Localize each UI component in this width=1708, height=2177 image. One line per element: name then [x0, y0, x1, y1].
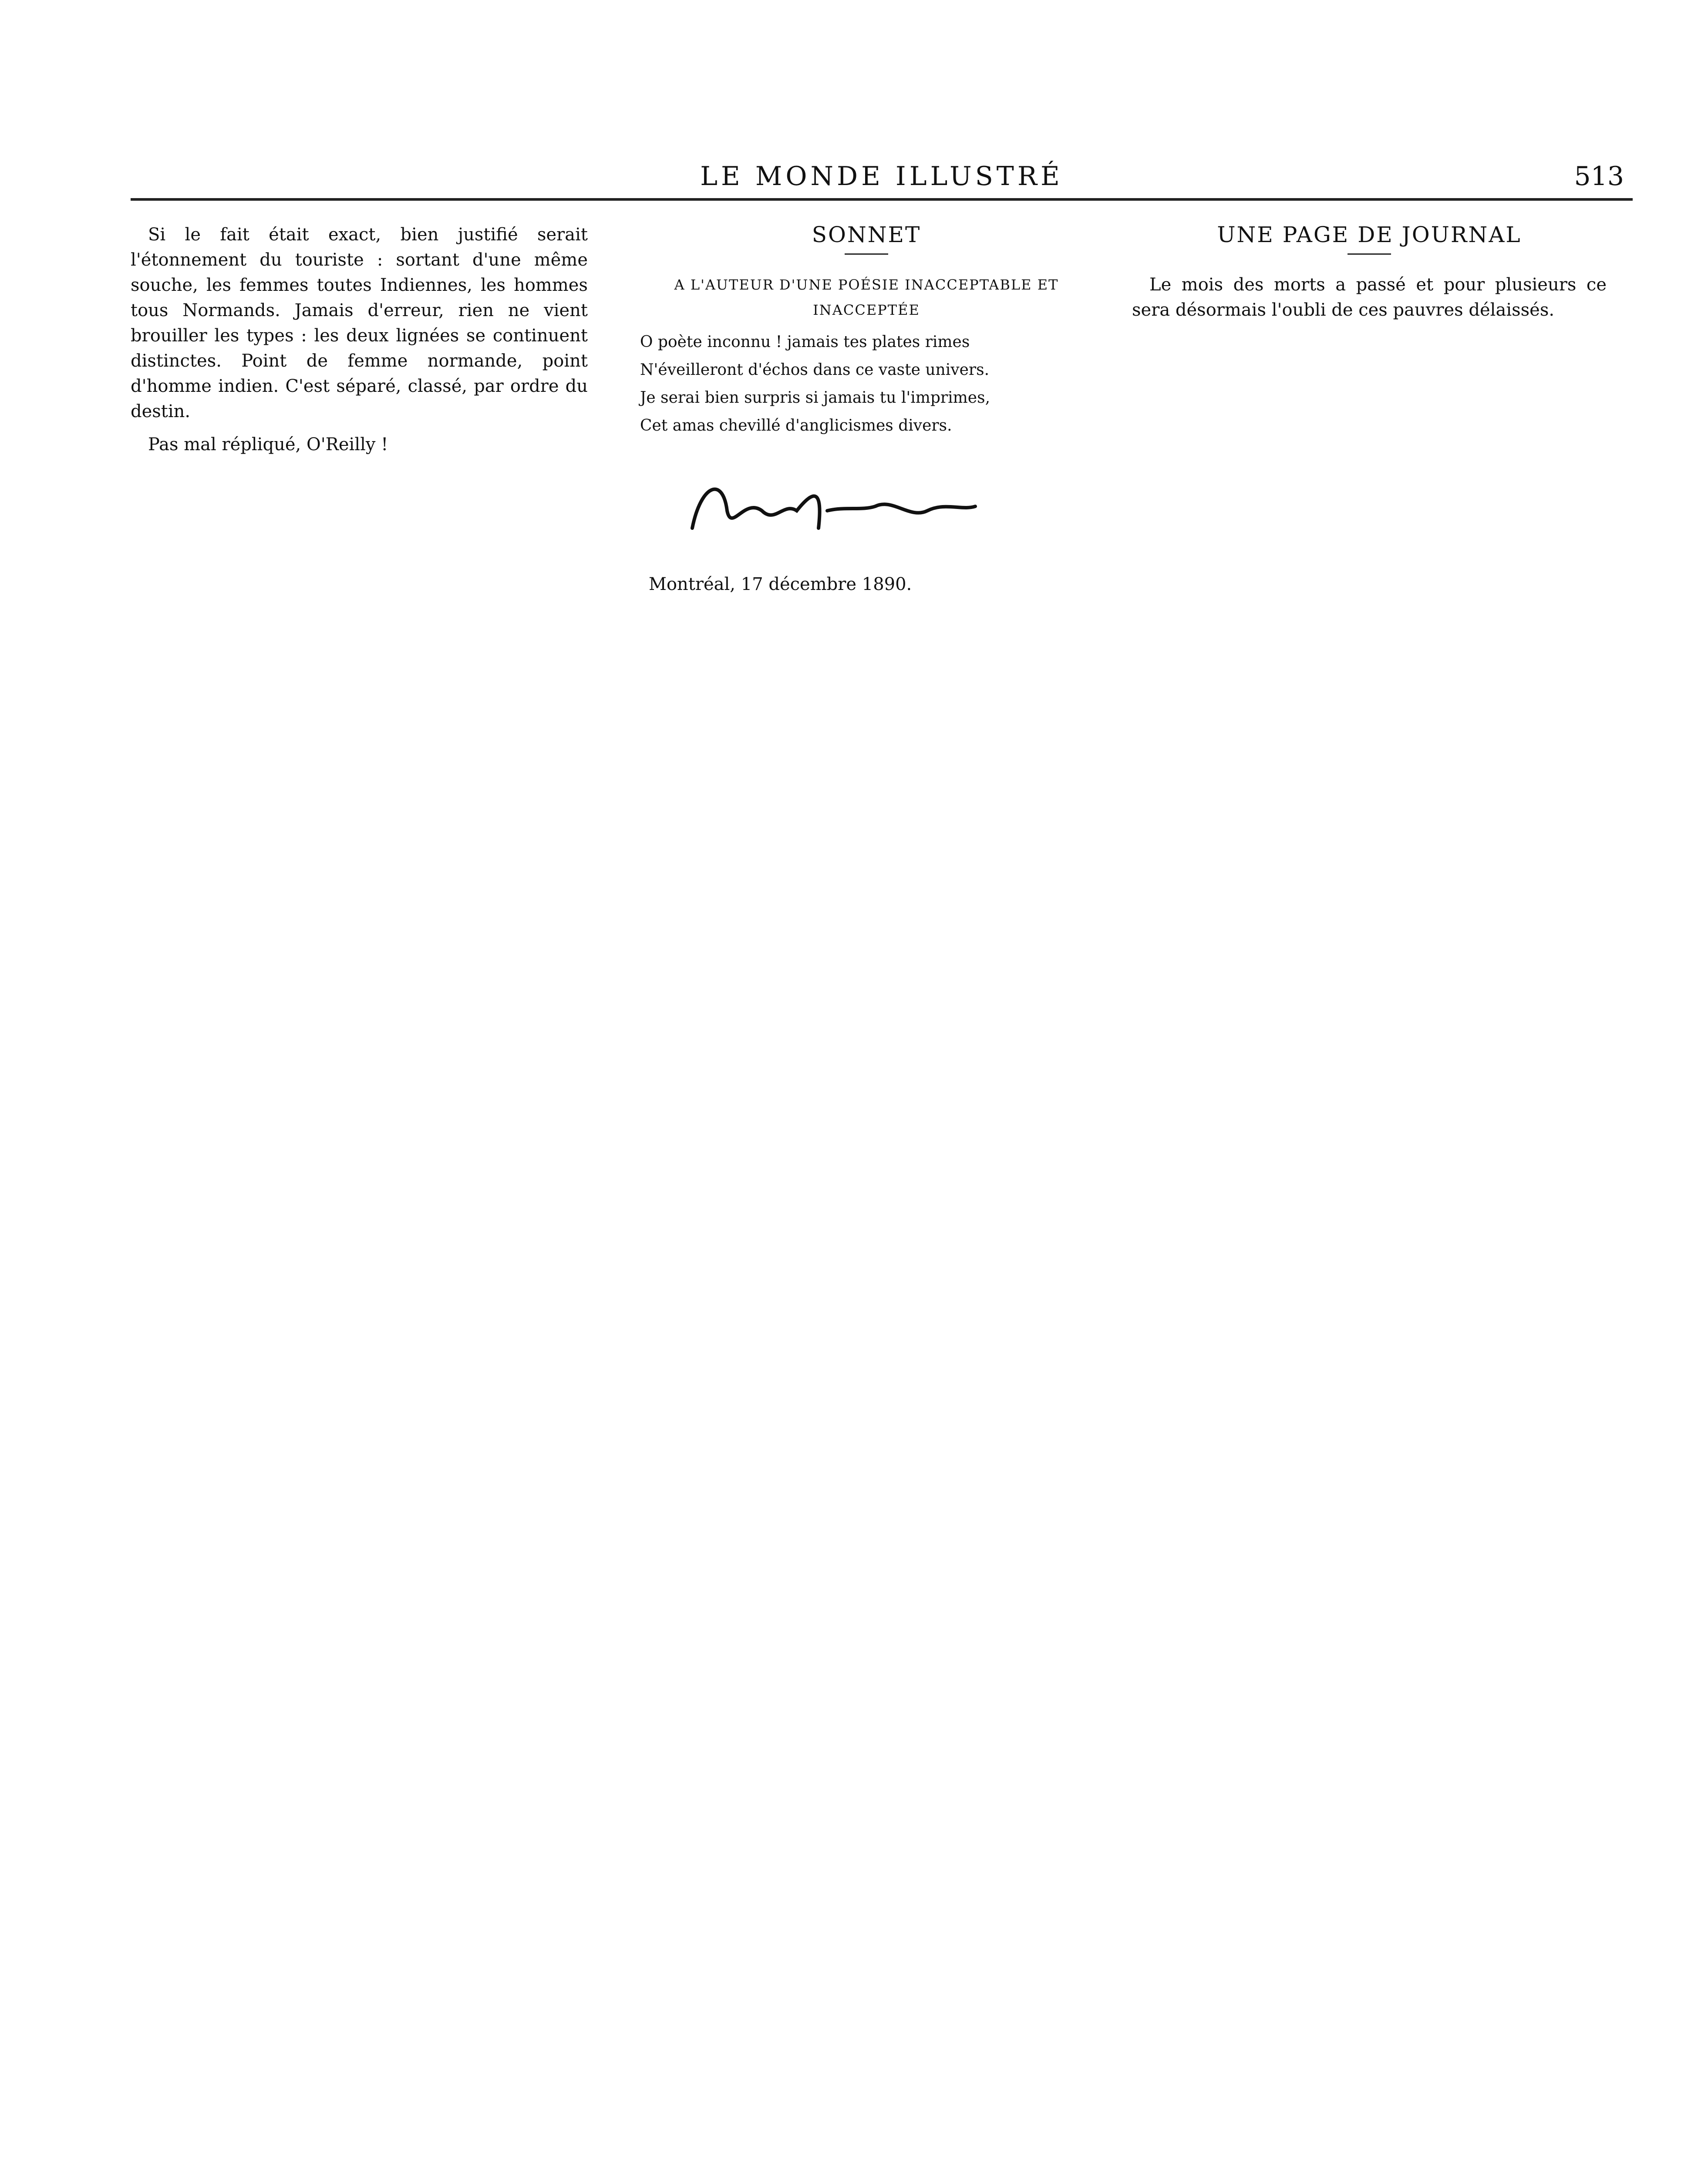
short-rule — [1348, 253, 1391, 255]
poem-line: Je serai bien surpris si jamais tu l'imprimes, — [640, 389, 990, 407]
masthead — [131, 161, 1633, 192]
column-middle — [631, 222, 1102, 605]
column-left — [131, 222, 588, 465]
journal-title: LE MONDE ILLUSTRÉ — [700, 161, 1063, 192]
paragraph: Si le fait était exact, bien justifié serait l'étonnement du touriste : sortant d'une même souche, les femmes toutes Indiennes, les hommes tous Normands. Jamais d'erreur, rien ne vient brouiller les types : les deux lignées se continuent distinctes. Point de femme normande, point d'homme indien. C'est séparé, classé, par ordre du destin. — [131, 225, 588, 421]
paragraph: Le mois des morts a passé et pour plusieurs ce sera désormais l'oubli de ces pauvres délaissés. — [1132, 275, 1607, 320]
column-right — [1132, 222, 1607, 330]
sonnet-dedication: A L'AUTEUR D'UNE POÉSIE INACCEPTABLE ET INACCEPTÉE — [674, 276, 1059, 318]
short-rule — [845, 253, 888, 255]
signature-date: Montréal, 17 décembre 1890. — [649, 574, 912, 594]
paragraph: Pas mal répliqué, O'Reilly ! — [148, 435, 388, 455]
poem-line: Cet amas chevillé d'anglicismes divers. — [640, 417, 952, 435]
poem-line: O poète inconnu ! jamais tes plates rimes — [640, 333, 970, 351]
page-number: 513 — [1574, 161, 1624, 192]
sonnet-title: SONNET — [812, 222, 921, 247]
article-title: UNE PAGE DE JOURNAL — [1217, 222, 1522, 247]
poem-line: N'éveilleront d'échos dans ce vaste univers. — [640, 361, 990, 379]
masthead-rule — [131, 198, 1633, 201]
handwritten-signature — [675, 458, 980, 554]
